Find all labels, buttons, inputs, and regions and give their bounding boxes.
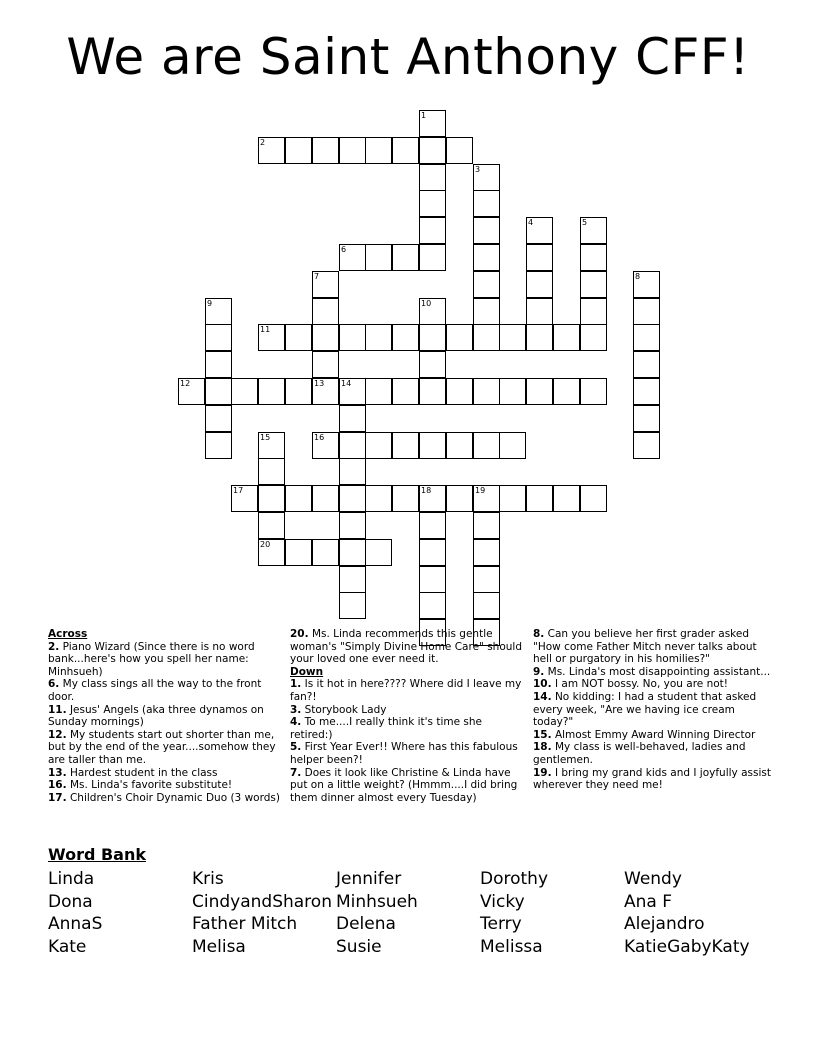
- grid-cell[interactable]: [312, 137, 339, 164]
- clue-item: [533, 741, 773, 766]
- clue-number-label: 18.: [533, 741, 552, 754]
- grid-cell[interactable]: [205, 324, 232, 351]
- grid-cell[interactable]: [473, 324, 500, 351]
- clue-text: Ms. Linda's most disappointing assistant...: [547, 665, 771, 678]
- clue-item: [48, 678, 280, 703]
- grid-cell[interactable]: [339, 592, 366, 619]
- clue-item: [290, 716, 526, 741]
- grid-cell[interactable]: [446, 378, 473, 405]
- grid-cell[interactable]: [392, 485, 419, 512]
- grid-cell[interactable]: [499, 432, 526, 459]
- clue-number: 4: [528, 218, 534, 227]
- grid-cell[interactable]: [365, 244, 392, 271]
- grid-cell[interactable]: [392, 432, 419, 459]
- grid-cell[interactable]: [205, 432, 232, 459]
- grid-cell[interactable]: [526, 271, 553, 298]
- grid-cell[interactable]: [339, 137, 366, 164]
- grid-cell[interactable]: [499, 324, 526, 351]
- grid-cell[interactable]: [499, 485, 526, 512]
- clue-number-label: 10.: [533, 678, 552, 691]
- grid-cell[interactable]: [312, 324, 339, 351]
- grid-cell[interactable]: [633, 432, 660, 459]
- grid-cell[interactable]: [419, 512, 446, 539]
- grid-cell[interactable]: [312, 432, 339, 459]
- word-bank-item: Minhsueh: [336, 891, 418, 912]
- grid-cell[interactable]: [312, 351, 339, 378]
- word-bank-item: Melissa: [480, 937, 543, 958]
- clue-text: I am NOT bossy. No, you are not!: [554, 678, 728, 691]
- clue-text: Storybook Lady: [304, 703, 387, 716]
- clue-number: 8: [635, 272, 641, 281]
- grid-cell[interactable]: [258, 432, 285, 459]
- clue-item: [290, 741, 526, 766]
- clue-item: [48, 792, 280, 805]
- word-bank-item: Linda: [48, 869, 95, 889]
- grid-cell[interactable]: [446, 432, 473, 459]
- grid-cell[interactable]: [526, 324, 553, 351]
- clue-item: [48, 779, 280, 792]
- word-bank-item: Terry: [480, 914, 522, 935]
- grid-cell[interactable]: [473, 244, 500, 271]
- grid-cell[interactable]: [473, 566, 500, 593]
- word-bank-column-3: [336, 868, 418, 959]
- grid-cell[interactable]: [339, 566, 366, 593]
- clue-number: 16: [314, 433, 325, 442]
- word-bank-item: Father Mitch: [192, 914, 298, 935]
- grid-cell[interactable]: [312, 485, 339, 512]
- grid-cell[interactable]: [339, 485, 366, 512]
- grid-cell[interactable]: [339, 244, 366, 271]
- grid-cell[interactable]: [178, 378, 205, 405]
- word-bank-item: Dorothy: [480, 869, 549, 889]
- grid-cell[interactable]: [365, 432, 392, 459]
- grid-cell[interactable]: [205, 298, 232, 325]
- grid-cell[interactable]: [473, 592, 500, 619]
- word-bank-column-5: [624, 868, 750, 959]
- grid-cell[interactable]: [446, 137, 473, 164]
- grid-cell[interactable]: [419, 244, 446, 271]
- clue-text: Piano Wizard (Since there is no word bank...here's how you spell her name: Minhsueh): [48, 640, 255, 678]
- clue-text: I bring my grand kids and I joyfully assist wherever they need me!: [533, 766, 771, 792]
- grid-cell[interactable]: [339, 378, 366, 405]
- clue-number: 13: [314, 379, 325, 388]
- clue-text: Children's Choir Dynamic Duo (3 words): [69, 791, 280, 804]
- clue-number-label: 9.: [533, 665, 545, 678]
- word-bank-item: Dona: [48, 891, 93, 912]
- grid-cell[interactable]: [633, 378, 660, 405]
- clue-number: 10: [421, 299, 432, 308]
- grid-cell[interactable]: [312, 271, 339, 298]
- clue-item: [290, 767, 526, 805]
- grid-cell[interactable]: [419, 164, 446, 191]
- grid-cell[interactable]: [258, 512, 285, 539]
- clue-text: Can you believe her first grader asked "How come Father Mitch never talks about hell or purgatory in his homilies?": [533, 628, 757, 666]
- grid-cell[interactable]: [231, 485, 258, 512]
- grid-cell[interactable]: [365, 378, 392, 405]
- grid-cell[interactable]: [526, 378, 553, 405]
- grid-cell[interactable]: [419, 190, 446, 217]
- grid-cell[interactable]: [419, 432, 446, 459]
- word-bank-item: CindyandSharon: [192, 891, 332, 912]
- clue-number-label: 1.: [290, 678, 302, 691]
- clue-number: 12: [180, 379, 191, 388]
- grid-cell[interactable]: [258, 137, 285, 164]
- clue-number: 9: [207, 299, 213, 308]
- clue-text: My class is well-behaved, ladies and gentlemen.: [533, 741, 746, 766]
- grid-cell[interactable]: [285, 485, 312, 512]
- word-bank-item: Kris: [192, 869, 224, 889]
- grid-cell[interactable]: [205, 351, 232, 378]
- clue-text: Is it hot in here???? Where did I leave my fan?!: [290, 678, 522, 703]
- clue-number-label: 20.: [290, 628, 309, 640]
- clue-item: [48, 729, 280, 767]
- grid-cell[interactable]: [580, 378, 607, 405]
- clue-text: Ms. Linda recommends this gentle woman's "Simply Divine Home Care" should your loved one ever need it.: [290, 628, 522, 666]
- grid-cell[interactable]: [553, 324, 580, 351]
- grid-cell[interactable]: [205, 405, 232, 432]
- grid-cell[interactable]: [285, 324, 312, 351]
- clue-item: [48, 641, 280, 679]
- grid-cell[interactable]: [419, 592, 446, 619]
- grid-cell[interactable]: [553, 378, 580, 405]
- clue-text: No kidding: I had a student that asked every week, "Are we having ice cream today?": [533, 690, 757, 729]
- grid-cell[interactable]: [365, 137, 392, 164]
- grid-cell[interactable]: [526, 485, 553, 512]
- clue-number: 3: [475, 165, 481, 174]
- clue-item: [290, 678, 526, 703]
- clue-number: 1: [421, 111, 427, 120]
- grid-cell[interactable]: [580, 298, 607, 325]
- grid-cell[interactable]: [473, 485, 500, 512]
- clue-text: My class sings all the way to the front door.: [48, 678, 262, 703]
- clue-number-label: 4.: [290, 716, 302, 729]
- word-bank-item: Alejandro: [624, 914, 705, 935]
- grid-cell[interactable]: [633, 298, 660, 325]
- grid-cell[interactable]: [419, 137, 446, 164]
- word-bank-item: AnnaS: [48, 914, 103, 935]
- clue-text: First Year Ever!! Where has this fabulous helper been?!: [290, 741, 518, 766]
- grid-cell[interactable]: [473, 432, 500, 459]
- grid-cell[interactable]: [419, 217, 446, 244]
- grid-cell[interactable]: [473, 217, 500, 244]
- grid-cell[interactable]: [339, 512, 366, 539]
- clue-item: [533, 691, 773, 729]
- grid-cell[interactable]: [473, 190, 500, 217]
- word-bank-title: Word Bank: [48, 845, 147, 864]
- grid-cell[interactable]: [580, 271, 607, 298]
- clue-item: [290, 704, 526, 717]
- grid-cell[interactable]: [285, 378, 312, 405]
- clue-text: Jesus' Angels (aka three dynamos on Sunday mornings): [48, 703, 264, 729]
- clue-number-label: 14.: [533, 690, 552, 703]
- grid-cell[interactable]: [633, 351, 660, 378]
- grid-cell[interactable]: [419, 539, 446, 566]
- word-bank-column-1: [48, 868, 102, 959]
- grid-cell[interactable]: [419, 324, 446, 351]
- grid-cell[interactable]: [285, 137, 312, 164]
- grid-cell[interactable]: [580, 485, 607, 512]
- down-heading: Down: [290, 665, 324, 678]
- clue-text: Ms. Linda's favorite substitute!: [69, 779, 233, 792]
- clue-column-2: [290, 628, 526, 804]
- grid-cell[interactable]: [258, 458, 285, 485]
- grid-cell[interactable]: [446, 324, 473, 351]
- grid-cell[interactable]: [526, 217, 553, 244]
- grid-cell[interactable]: [365, 539, 392, 566]
- grid-cell[interactable]: [392, 137, 419, 164]
- clue-number-label: 19.: [533, 766, 552, 779]
- grid-cell[interactable]: [419, 485, 446, 512]
- clue-number-label: 12.: [48, 728, 67, 741]
- clue-number-label: 13.: [48, 766, 67, 779]
- clue-number: 6: [341, 245, 347, 254]
- clue-number-label: 16.: [48, 779, 67, 792]
- clue-item: [533, 678, 773, 691]
- grid-cell[interactable]: [339, 539, 366, 566]
- grid-cell[interactable]: [339, 405, 366, 432]
- grid-cell[interactable]: [339, 458, 366, 485]
- clue-number: 17: [233, 486, 244, 495]
- clue-number-label: 3.: [290, 703, 302, 716]
- grid-cell[interactable]: [419, 566, 446, 593]
- grid-cell[interactable]: [365, 485, 392, 512]
- grid-cell[interactable]: [392, 244, 419, 271]
- clue-item: [48, 767, 280, 780]
- grid-cell[interactable]: [473, 164, 500, 191]
- clue-number-label: 7.: [290, 766, 302, 779]
- grid-cell[interactable]: [580, 244, 607, 271]
- grid-cell[interactable]: [339, 432, 366, 459]
- grid-cell[interactable]: [258, 485, 285, 512]
- clue-item: [533, 666, 773, 679]
- clue-number-label: 15.: [533, 728, 552, 741]
- clue-item: [48, 704, 280, 729]
- clue-number: 7: [314, 272, 320, 281]
- grid-cell[interactable]: [473, 378, 500, 405]
- clue-number: 5: [582, 218, 588, 227]
- grid-cell[interactable]: [419, 110, 446, 137]
- grid-cell[interactable]: [365, 324, 392, 351]
- word-bank-item: Melisa: [192, 937, 246, 958]
- word-bank-column-2: [192, 868, 332, 959]
- word-bank-item: KatieGabyKaty: [624, 937, 750, 958]
- clue-number-label: 6.: [48, 678, 60, 691]
- clue-item: [533, 767, 773, 792]
- clue-number-label: 2.: [48, 640, 60, 653]
- clue-number: 2: [260, 138, 266, 147]
- word-bank-item: Wendy: [624, 869, 682, 889]
- clue-number: 19: [475, 486, 486, 495]
- grid-cell[interactable]: [473, 298, 500, 325]
- grid-cell[interactable]: [231, 378, 258, 405]
- page-title: We are Saint Anthony CFF!: [66, 28, 750, 86]
- clue-item: [533, 729, 773, 742]
- grid-cell[interactable]: [258, 324, 285, 351]
- grid-cell[interactable]: [419, 351, 446, 378]
- clue-text: Hardest student in the class: [69, 766, 218, 779]
- grid-cell[interactable]: [580, 217, 607, 244]
- grid-cell[interactable]: [258, 539, 285, 566]
- grid-cell[interactable]: [526, 298, 553, 325]
- grid-cell[interactable]: [633, 271, 660, 298]
- word-bank-item: Delena: [336, 914, 396, 935]
- grid-cell[interactable]: [419, 298, 446, 325]
- clue-number-label: 11.: [48, 703, 67, 716]
- grid-cell[interactable]: [285, 539, 312, 566]
- grid-cell[interactable]: [633, 324, 660, 351]
- clue-text: To me....I really think it's time she retired:): [290, 716, 483, 741]
- grid-cell[interactable]: [312, 378, 339, 405]
- word-bank-column-4: [480, 868, 548, 959]
- clue-number: 20: [260, 540, 271, 549]
- clue-text: Does it look like Christine & Linda have put on a little weight? (Hmmm....I did bring them dinner almost every Tuesday): [290, 766, 518, 804]
- clue-column-3: [533, 628, 773, 792]
- grid-cell[interactable]: [473, 271, 500, 298]
- word-bank-item: Vicky: [480, 891, 525, 912]
- clue-number-label: 8.: [533, 628, 545, 640]
- clue-number: 14: [341, 379, 352, 388]
- clue-item: [533, 628, 773, 666]
- word-bank-item: Kate: [48, 937, 87, 958]
- clue-text: Almost Emmy Award Winning Director: [554, 728, 756, 741]
- clue-number: 11: [260, 325, 271, 334]
- grid-cell[interactable]: [419, 378, 446, 405]
- word-bank-item: Susie: [336, 937, 382, 958]
- word-bank-item: Ana F: [624, 891, 673, 912]
- grid-cell[interactable]: [553, 485, 580, 512]
- clue-text: My students start out shorter than me, but by the end of the year....somehow they are taller than me.: [48, 728, 276, 766]
- across-heading: Across: [48, 628, 88, 640]
- clue-number-label: 17.: [48, 791, 67, 804]
- clue-number: 18: [421, 486, 432, 495]
- clue-number-label: 5.: [290, 741, 302, 754]
- grid-cell[interactable]: [312, 539, 339, 566]
- grid-cell[interactable]: [473, 512, 500, 539]
- clue-item: [290, 628, 526, 666]
- grid-cell[interactable]: [258, 378, 285, 405]
- grid-cell[interactable]: [339, 324, 366, 351]
- grid-cell[interactable]: [392, 324, 419, 351]
- grid-cell[interactable]: [526, 244, 553, 271]
- grid-cell[interactable]: [392, 378, 419, 405]
- grid-cell[interactable]: [446, 485, 473, 512]
- clue-column-1: [48, 628, 280, 804]
- grid-cell[interactable]: [312, 298, 339, 325]
- word-bank-item: Jennifer: [336, 869, 402, 889]
- grid-cell[interactable]: [205, 378, 232, 405]
- grid-cell[interactable]: [473, 539, 500, 566]
- grid-cell[interactable]: [580, 324, 607, 351]
- clue-number: 15: [260, 433, 271, 442]
- grid-cell[interactable]: [499, 378, 526, 405]
- grid-cell[interactable]: [633, 405, 660, 432]
